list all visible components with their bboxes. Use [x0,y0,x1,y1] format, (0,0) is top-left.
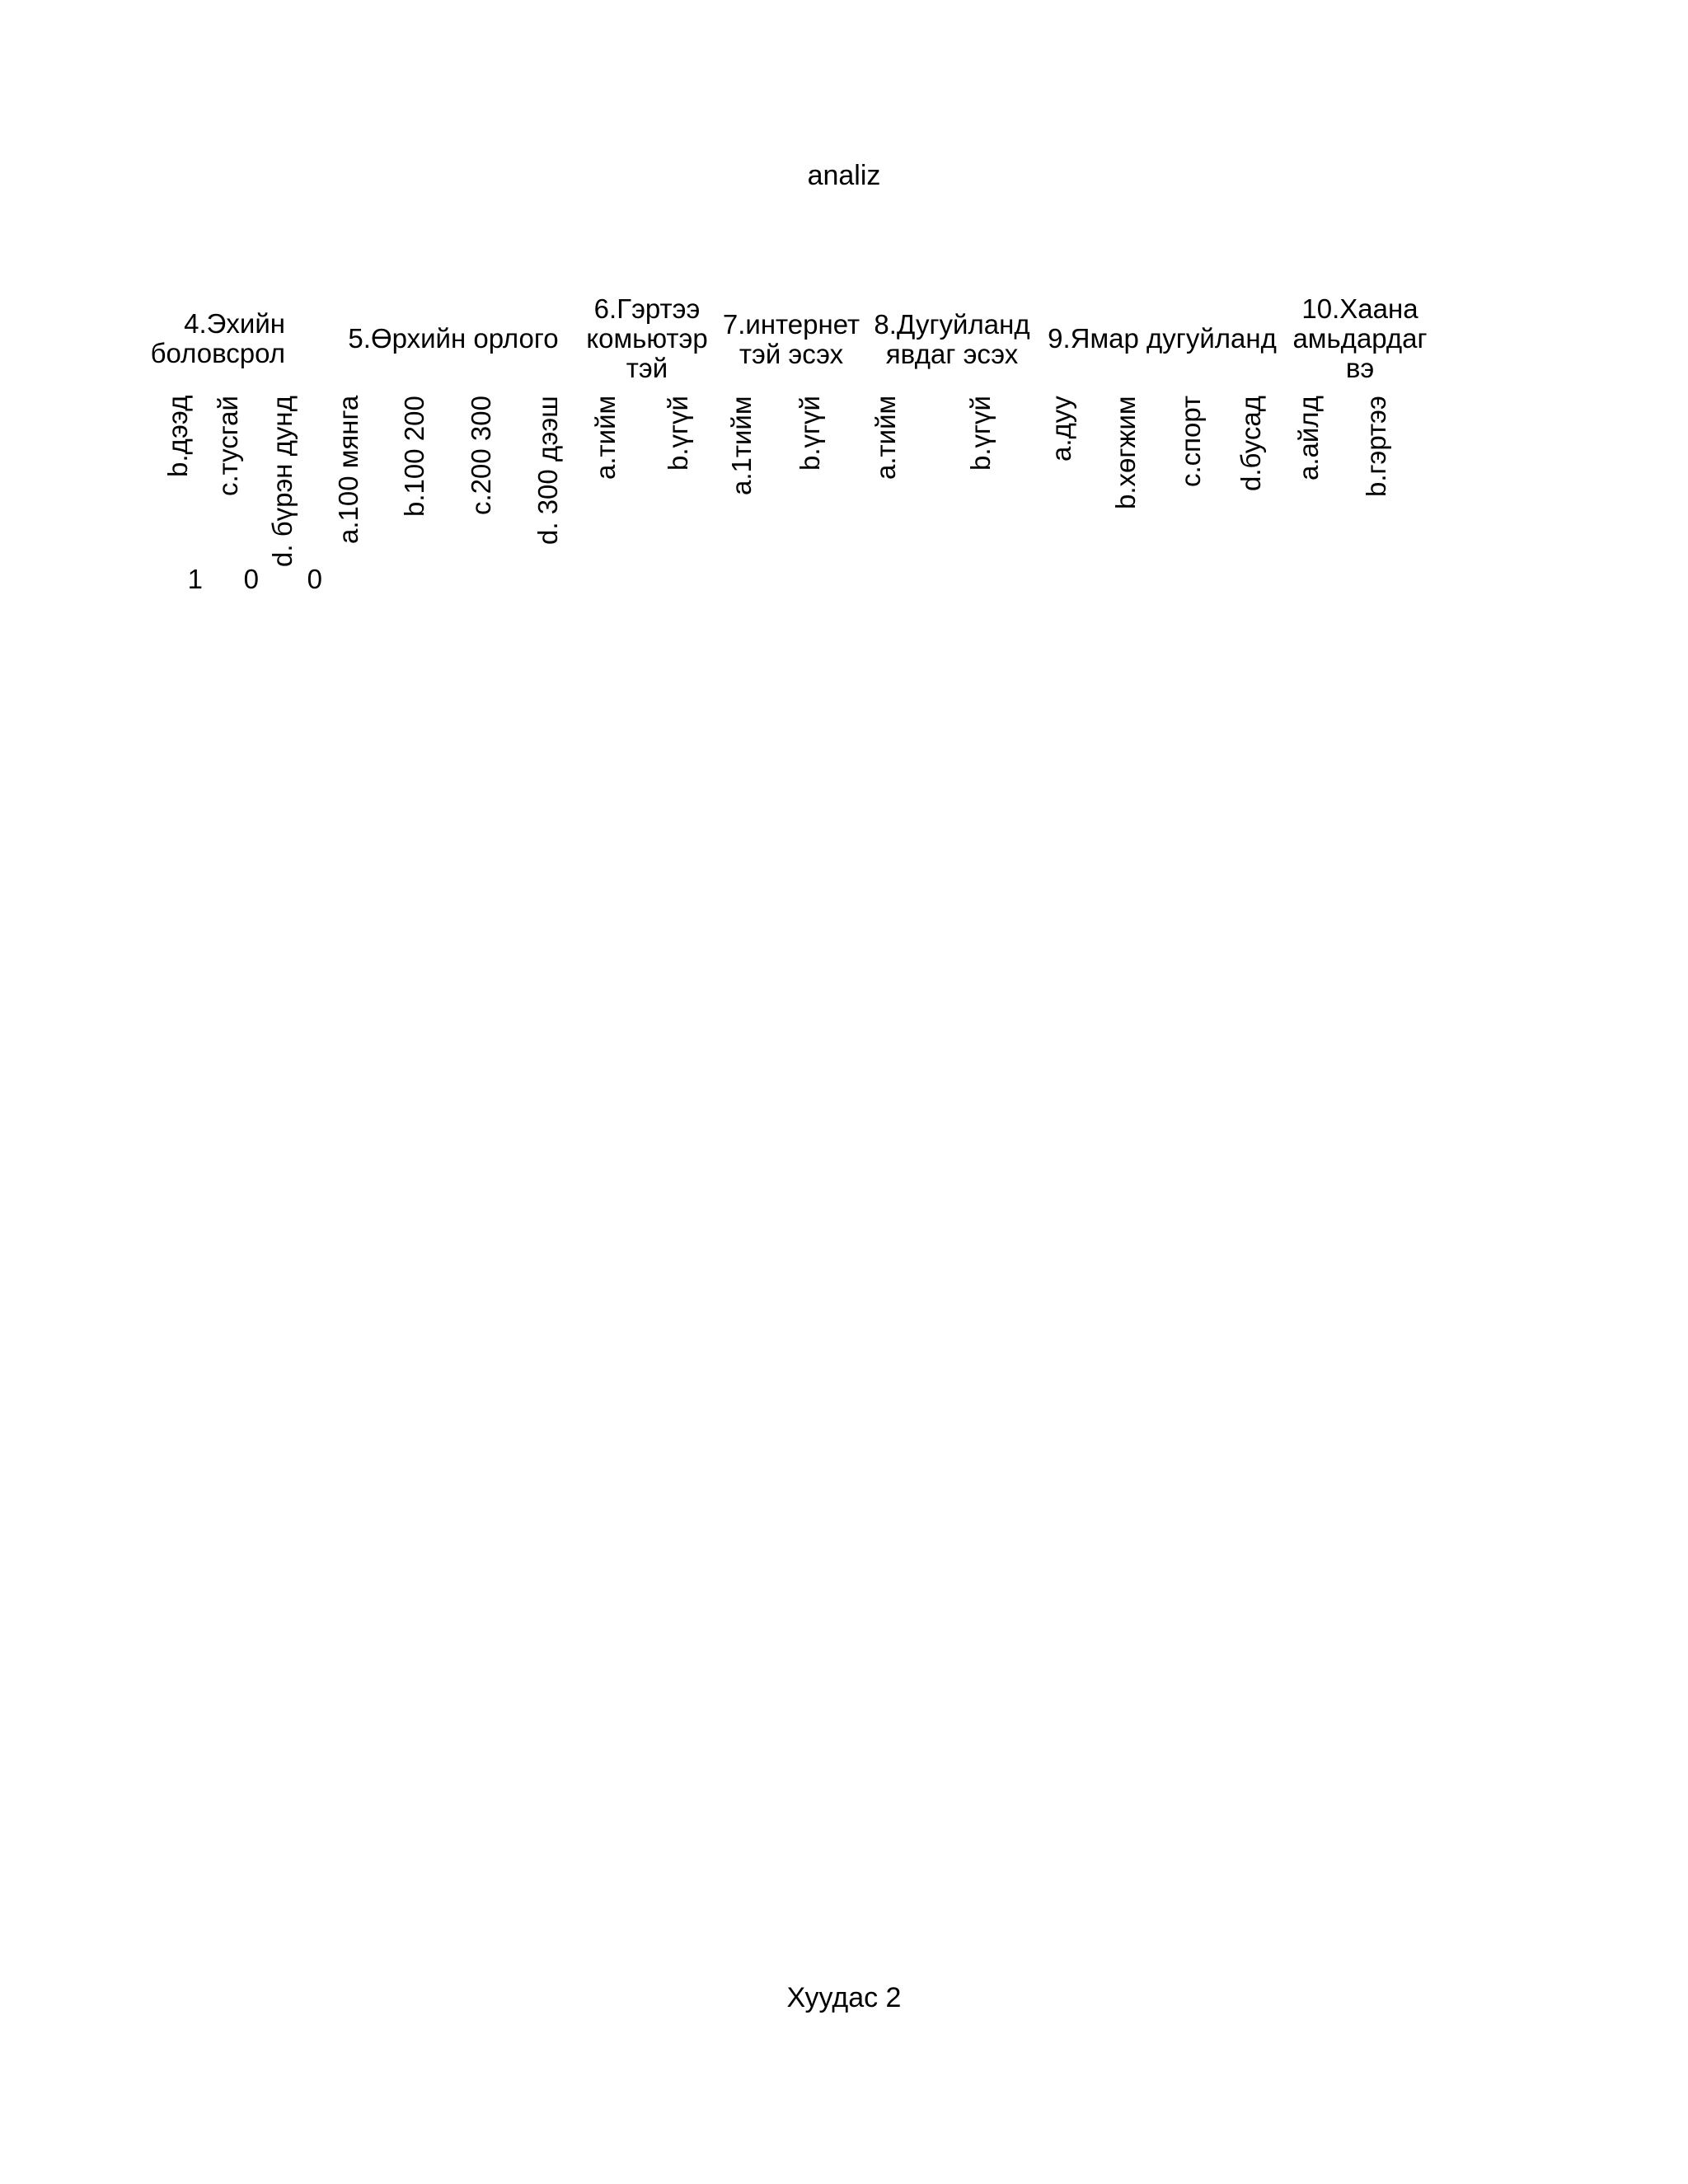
column-header: a.тийм [870,395,901,480]
column-header: c.200 300 [466,396,496,515]
column-header: d. 300 дээш [532,396,563,545]
column-header: c.спорт [1175,395,1206,487]
column-header: c.тусгай [213,396,243,496]
group-header-household-income: 5.Өрхийн орлого [348,324,559,354]
page-title: analiz [807,160,881,191]
column-header: b.үгүй [965,396,996,471]
group-header-residence: 10.Хаана амьдардаг вэ [1292,294,1428,383]
column-header: b.дээд [162,395,193,477]
column-header: a.дуу [1046,396,1076,462]
column-header: b.үгүй [663,396,693,471]
column-header: b.хөгжим [1110,396,1141,509]
group-header-home-computer: 6.Гэртээ комьютэр тэй [586,294,708,383]
page-footer: Хуудас 2 [786,1982,902,2013]
column-header: d.бусад [1236,396,1266,491]
column-header: a.айлд [1293,396,1324,480]
column-header: b.гэртээ [1361,396,1391,497]
column-header: a.100 мянга [333,395,363,544]
column-header: d. бүрэн дунд [267,396,298,567]
group-header-mother-education: 4.Эхийн боловсрол [150,309,285,368]
group-header-club-attendance: 8.Дугуйланд явдаг эсэх [874,310,1030,369]
column-header: a.тийм [590,395,621,480]
column-header: a.1тийм [726,396,757,495]
group-header-internet: 7.интернет тэй эсэх [722,310,860,369]
table-cell: 0 [243,564,259,594]
table-cell: 0 [307,564,322,594]
column-header: b.үгүй [795,396,825,471]
column-header: b.100 200 [399,396,429,517]
group-header-club-type: 9.Ямар дугуйланд [1048,324,1277,354]
table-cell: 1 [187,564,203,594]
